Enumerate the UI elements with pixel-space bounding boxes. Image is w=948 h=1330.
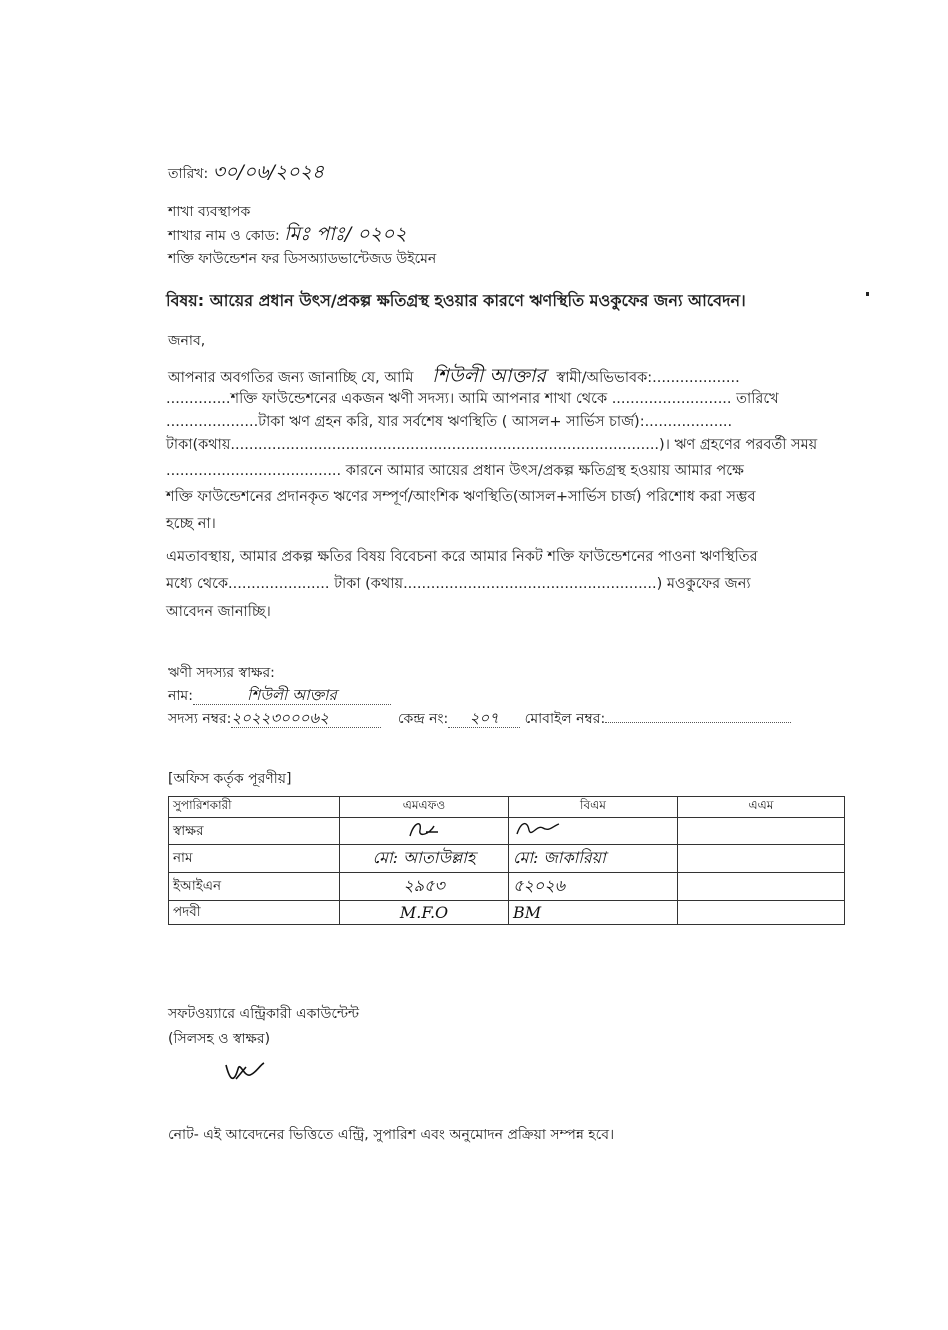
am-signature bbox=[678, 818, 845, 845]
body-line-6: শক্তি ফাউন্ডেশনের প্রদানকৃত ঋণের সম্পূর্ণ/আংশিক ঋণস্থিতি(আসল+সার্ভিস চার্জ) পরিশোধ করা সম্ভব bbox=[166, 489, 756, 505]
body-p2-line-1: এমতাবস্থায়, আমার প্রকল্প ক্ষতির বিষয় বিবেচনা করে আমার নিকট শক্তি ফাউন্ডেশনের পাওনা ঋণস্থিতির bbox=[166, 549, 758, 565]
body-p2-line-2: মধ্যে থেকে...................... টাকা (কথায়.......................................................) মওকুফের জন্য bbox=[166, 576, 751, 592]
body-p2-line-3: আবেদন জানাচ্ছি। bbox=[166, 604, 271, 620]
addressee-title: শাখা ব্যবস্থাপক bbox=[168, 204, 251, 220]
center-value: ২০৭ bbox=[448, 709, 520, 728]
mobile-label: মোবাইল নম্বর: bbox=[524, 711, 606, 727]
row-label: নাম bbox=[169, 845, 340, 873]
date-line bbox=[168, 163, 324, 183]
header-cell: এমএফও bbox=[340, 797, 509, 818]
body-line-3: ....................টাকা ঋণ গ্রহন করি, যার সর্বশেষ ঋণস্থিতি ( আসল+ সার্ভিস চার্জ):................... bbox=[166, 414, 733, 430]
header-cell: এএম bbox=[678, 797, 845, 818]
row-label: পদবী bbox=[169, 901, 340, 925]
branch-value: মিঃ পাঃ/ ০২০২ bbox=[284, 223, 407, 245]
header-cell: সুপারিশকারী bbox=[169, 797, 340, 818]
body-line-7: হচ্ছে না। bbox=[166, 516, 216, 532]
am-ein bbox=[678, 873, 845, 901]
mfo-ein: ২৯৫৩ bbox=[340, 873, 509, 901]
body-p1-text-a: আপনার অবগতির জন্য জানাচ্ছি যে, আমি bbox=[168, 370, 414, 386]
date-label: তারিখ: bbox=[168, 166, 209, 182]
row-label: ইআইএন bbox=[169, 873, 340, 901]
table-row bbox=[169, 901, 845, 925]
footnote: নোট- এই আবেদনের ভিত্তিতে এন্ট্রি, সুপারিশ এবং অনুমোদন প্রক্রিয়া সম্পন্ন হবে। bbox=[168, 1127, 615, 1143]
member-id-value: ২০২২৩০০০৬২ bbox=[231, 709, 381, 728]
office-table-header-row bbox=[169, 797, 845, 818]
office-table bbox=[168, 796, 845, 925]
body-line-2: ..............শক্তি ফাউন্ডেশনের একজন ঋণী সদস্য। আমি আপনার শাখা থেকে .......................... তারিখে bbox=[166, 391, 779, 407]
member-signature-label: ঋণী সদস্যর স্বাক্ষর: bbox=[168, 665, 275, 681]
bm-designation: BM bbox=[509, 901, 678, 925]
signature-scribble bbox=[513, 818, 563, 840]
mfo-signature bbox=[340, 818, 509, 845]
branch-line bbox=[168, 225, 407, 245]
am-name bbox=[678, 845, 845, 873]
center-label: কেন্দ্র নং: bbox=[397, 711, 449, 727]
member-name-label: নাম: bbox=[168, 688, 193, 704]
member-name-line bbox=[168, 686, 391, 705]
signature-scribble bbox=[404, 818, 444, 840]
bm-signature bbox=[509, 818, 678, 845]
mobile-value bbox=[605, 722, 791, 723]
accountant-signature bbox=[222, 1055, 268, 1087]
office-use-note: [অফিস কর্তৃক পূরণীয়] bbox=[168, 771, 292, 787]
subject-line: বিষয়: আয়ের প্রধান উৎস/প্রকল্প ক্ষতিগ্রস্থ হওয়ার কারণে ঋণস্থিতি মওকুফের জন্য আবেদন। bbox=[166, 291, 746, 310]
header-cell: বিএম bbox=[509, 797, 678, 818]
accountant-seal-note: (সিলসহ ও স্বাক্ষর) bbox=[168, 1031, 271, 1047]
body-line-1 bbox=[168, 367, 740, 387]
row-label: স্বাক্ষর bbox=[169, 818, 340, 845]
organization-name: শক্তি ফাউন্ডেশন ফর ডিসঅ্যাডভান্টেজড উইমেন bbox=[168, 251, 437, 267]
table-row bbox=[169, 873, 845, 901]
applicant-name-handwritten: শিউলী আক্তার bbox=[432, 365, 546, 387]
member-name-value: শিউলী আক্তার bbox=[193, 686, 391, 705]
table-row bbox=[169, 845, 845, 873]
mfo-designation: M.F.O bbox=[340, 901, 509, 925]
salutation: জনাব, bbox=[168, 333, 206, 349]
branch-label: শাখার নাম ও কোড: bbox=[168, 228, 280, 244]
body-line-4: টাকা(কথায়.............................................................................................)। ঋণ গ্রহণের পরবর্তী সময় bbox=[166, 437, 818, 453]
accountant-title: সফটওয়্যারে এন্ট্রিকারী একাউন্টেন্ট bbox=[168, 1006, 360, 1022]
member-id-label: সদস্য নম্বর: bbox=[168, 711, 232, 727]
bm-ein: ৫২০২৬ bbox=[509, 873, 678, 901]
body-line-5: ...................................... কারনে আমার আয়ের প্রধান উৎস/প্রকল্প ক্ষতিগ্রস্থ হওয়ায় আমার পক্ষে bbox=[166, 463, 744, 479]
member-id-line bbox=[168, 709, 791, 728]
table-row bbox=[169, 818, 845, 845]
date-value: ৩০/০৬/২০২৪ bbox=[212, 161, 325, 183]
mfo-name: মো: আতাউল্লাহ bbox=[340, 845, 509, 873]
am-designation bbox=[678, 901, 845, 925]
bm-name: মো: জাকারিয়া bbox=[509, 845, 678, 873]
stray-mark bbox=[866, 292, 869, 296]
body-p1-text-b: স্বামী/অভিভাবক:................... bbox=[556, 370, 740, 386]
